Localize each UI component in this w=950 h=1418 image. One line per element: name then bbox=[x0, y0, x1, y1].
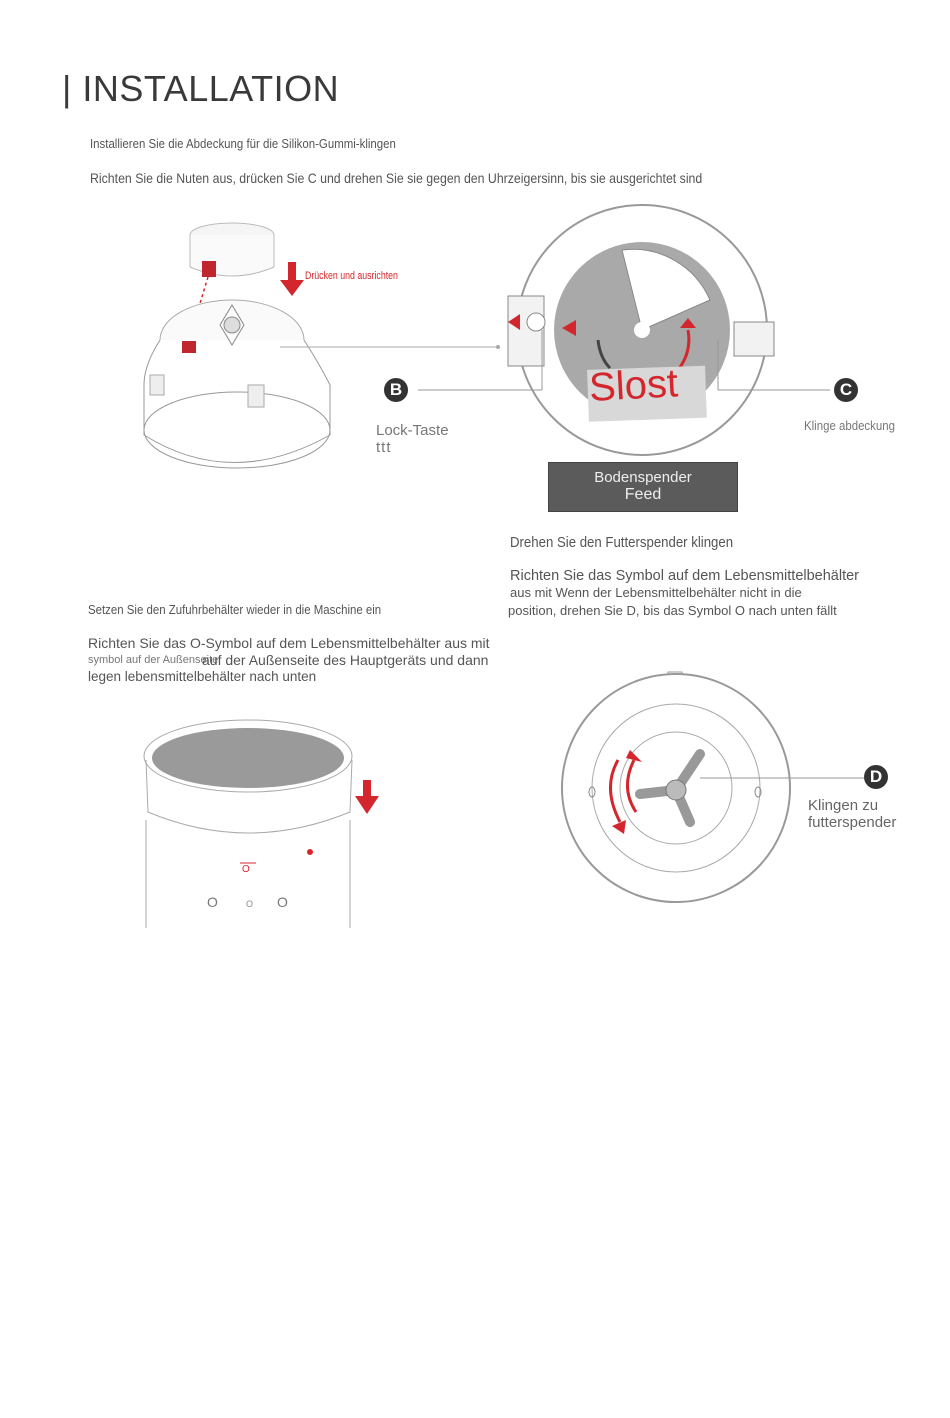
base-symbol-left: O bbox=[207, 894, 218, 910]
base-symbol-right: O bbox=[277, 894, 288, 910]
page-title: | INSTALLATION bbox=[62, 68, 340, 109]
marker-b: B bbox=[384, 378, 408, 402]
svg-text:O: O bbox=[242, 864, 250, 875]
arrow-down-icon-2 bbox=[354, 780, 384, 820]
svg-text:O: O bbox=[246, 899, 254, 909]
press-align-label: Drücken und ausrichten bbox=[305, 270, 398, 282]
right-line2: aus mit Wenn der Lebensmittelbehälter nicht in die bbox=[510, 585, 802, 600]
feed-box-line1: Bodenspender bbox=[594, 469, 692, 486]
section1-heading: Installieren Sie die Abdeckung für die Silikon-Gummi-klingen bbox=[90, 136, 396, 151]
section2-heading-right: Drehen Sie den Futterspender klingen bbox=[510, 534, 734, 551]
blade-cover-label: Klinge abdeckung bbox=[804, 418, 895, 433]
right-line1: Richten Sie das Symbol auf dem Lebensmittelbehälter bbox=[510, 568, 859, 584]
left-line1: Richten Sie das O-Symbol auf dem Lebensmittelbehälter aus mit bbox=[88, 635, 490, 651]
slost-text: Slost bbox=[588, 361, 680, 410]
marker-c: C bbox=[834, 378, 858, 402]
arrow-down-icon bbox=[278, 262, 308, 302]
lid-top-view-illustration bbox=[500, 200, 800, 480]
feeder-top-view-illustration bbox=[560, 670, 900, 890]
blender-base-illustration bbox=[130, 215, 490, 495]
left-line2b: auf der Außenseite des Hauptgeräts und dann bbox=[202, 652, 489, 668]
left-line2a: symbol auf der Außenseite bbox=[88, 654, 219, 666]
section1-instruction: Richten Sie die Nuten aus, drücken Sie C und drehen Sie sie gegen den Uhrzeigersinn, bis sie ausgerichtet sind bbox=[90, 170, 703, 186]
section2-heading-left: Setzen Sie den Zufuhrbehälter wieder in die Maschine ein bbox=[88, 602, 382, 617]
food-container-illustration bbox=[140, 712, 380, 932]
right-line3: position, drehen Sie D, bis das Symbol O nach unten fällt bbox=[508, 603, 837, 618]
left-line3: legen lebensmittelbehälter nach unten bbox=[88, 669, 317, 684]
feed-box-line2: Feed bbox=[624, 486, 662, 503]
lock-key-sub: ttt bbox=[376, 439, 392, 456]
feeder-label-1: Klingen zu bbox=[808, 797, 879, 814]
feed-label-box bbox=[548, 462, 738, 512]
lock-key-label: Lock-Taste bbox=[376, 422, 449, 439]
feeder-label-2: futterspender bbox=[808, 814, 897, 831]
marker-d: D bbox=[864, 765, 888, 789]
